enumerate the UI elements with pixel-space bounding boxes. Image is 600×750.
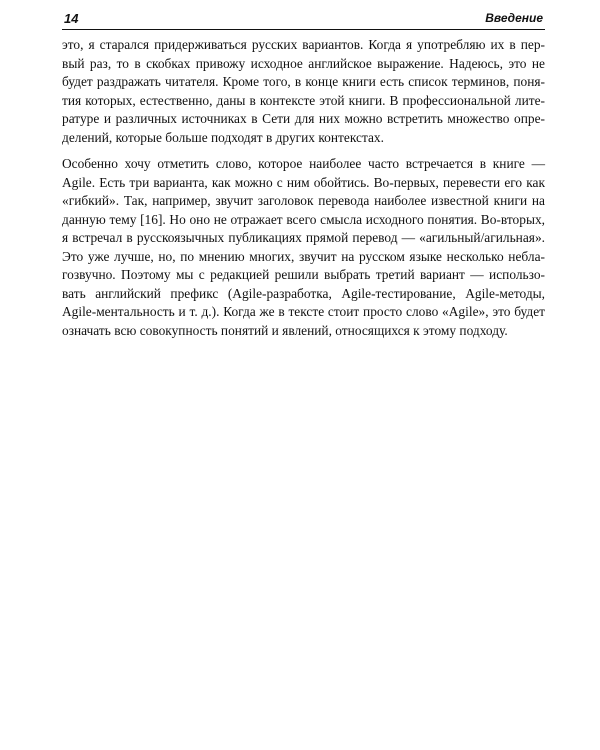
text-line: Это уже лучше, но, по мнению многих, звучит на русском языке несколько небла- <box>62 248 545 264</box>
page-header <box>62 10 545 30</box>
running-title: Введение <box>485 11 543 25</box>
text-line: ратуре и различных источниках в Сети для них можно встретить множество опре- <box>62 111 545 126</box>
text-line: это, я старался придерживаться русских вариантов. Когда я употребляю их в пер- <box>62 37 545 52</box>
text-line: тия которых, естественно, даны в контексте этой книги. В профессиональной лите- <box>62 92 545 108</box>
text-line: будет раздражать читателя. Кроме того, в конце книги есть список терминов, поня- <box>62 74 545 89</box>
paragraph-2 <box>62 155 545 340</box>
text-line: гозвучно. Поэтому мы с редакцией решили выбрать третий вариант — использо- <box>62 267 545 282</box>
paragraph-gap <box>62 147 545 155</box>
text-line: Особенно хочу отметить слово, которое наиболее часто встречается в книге — <box>62 156 545 171</box>
paragraph-1 <box>62 36 545 147</box>
body-text <box>62 36 545 340</box>
text-line: вый раз, то в скобках привожу исходное английское выражение. Надеюсь, это не <box>62 55 545 71</box>
text-line: «гибкий». Так, например, звучит заголовок перевода наиболее известной книги на <box>62 193 545 208</box>
text-line: Agile. Есть три варианта, как можно с ним обойтись. Во-первых, перевести его как <box>62 174 545 190</box>
page-number: 14 <box>64 11 79 26</box>
text-line: означать всю совокупность понятий и явлений, относящихся к этому подходу. <box>62 322 508 338</box>
header-rule <box>62 29 545 30</box>
text-line: данную тему [16]. Но оно не отражает всего смысла исходного понятия. Во-вторых, <box>62 211 545 227</box>
text-line: вать английский префикс (Agile-разработка, Agile-тестирование, Agile-методы, <box>62 285 545 301</box>
text-line: я встречал в русскоязычных публикациях прямой перевод — «агильный/агильная». <box>62 230 545 245</box>
text-line: Agile-ментальность и т. д.). Когда же в тексте стоит просто слово «Agile», это будет <box>62 304 545 319</box>
text-line: делений, которые больше подходят в других контекстах. <box>62 129 384 145</box>
